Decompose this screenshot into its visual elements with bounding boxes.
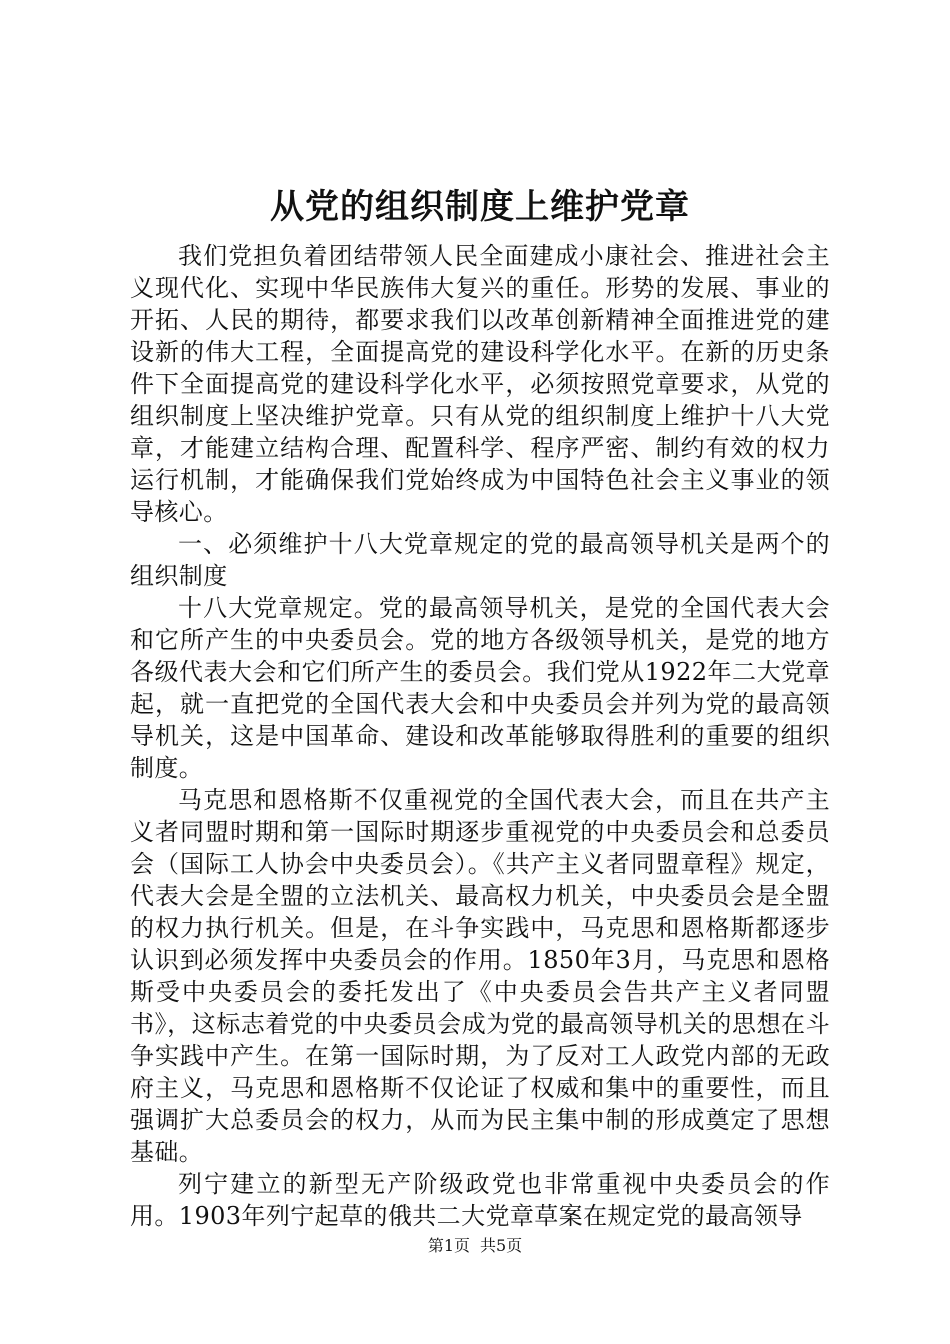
page-footer — [0, 1236, 950, 1256]
paragraph-intro: 我们党担负着团结带领人民全面建成小康社会、推进社会主义现代化、实现中华民族伟大复兴的重任。形势的发展、事业的开拓、人民的期待，都要求我们以改革创新精神全面推进党的建设新的伟大工程，全面提高党的建设科学化水平。在新的历史条件下全面提高党的建设科学化水平，必须按照党章要求，从党的组织制度上坚决维护党章。只有从党的组织制度上维护十八大党章，才能建立结构合理、配置科学、程序严密、制约有效的权力运行机制，才能确保我们党始终成为中国特色社会主义事业的领导核心。 — [130, 242, 830, 526]
document-title: 从党的组织制度上维护党章 — [270, 187, 690, 227]
section-heading-1: 一、必须维护十八大党章规定的党的最高领导机关是两个的组织制度 — [130, 530, 830, 590]
page-number: 第1页 — [427, 1236, 470, 1255]
paragraph-party-charter: 十八大党章规定。党的最高领导机关，是党的全国代表大会和它所产生的中央委员会。党的地方各级领导机关，是党的地方各级代表大会和它们所产生的委员会。我们党从1922年二大党章起，就一直把党的全国代表大会和中央委员会并列为党的最高领导机关，这是中国革命、建设和改革能够取得胜利的重要的组织制度。 — [130, 594, 830, 782]
document-body — [130, 240, 830, 1232]
paragraph-lenin: 列宁建立的新型无产阶级政党也非常重视中央委员会的作用。1903年列宁起草的俄共二大党章草案在规定党的最高领导 — [130, 1170, 830, 1230]
paragraph-marx-engels: 马克思和恩格斯不仅重视党的全国代表大会，而且在共产主义者同盟时期和第一国际时期逐步重视党的中央委员会和总委员会（国际工人协会中央委员会）。《共产主义者同盟章程》规定，代表大会是全盟的立法机关、最高权力机关，中央委员会是全盟的权力执行机关。但是，在斗争实践中，马克思和恩格斯都逐步认识到必须发挥中央委员会的作用。1850年3月，马克思和恩格斯受中央委员会的委托发出了《中央委员会告共产主义者同盟书》，这标志着党的中央委员会成为党的最高领导机关的思想在斗争实践中产生。在第一国际时期，为了反对工人政党内部的无政府主义，马克思和恩格斯不仅论证了权威和集中的重要性，而且强调扩大总委员会的权力，从而为民主集中制的形成奠定了思想基础。 — [130, 786, 830, 1166]
page-total: 共5页 — [480, 1236, 523, 1255]
